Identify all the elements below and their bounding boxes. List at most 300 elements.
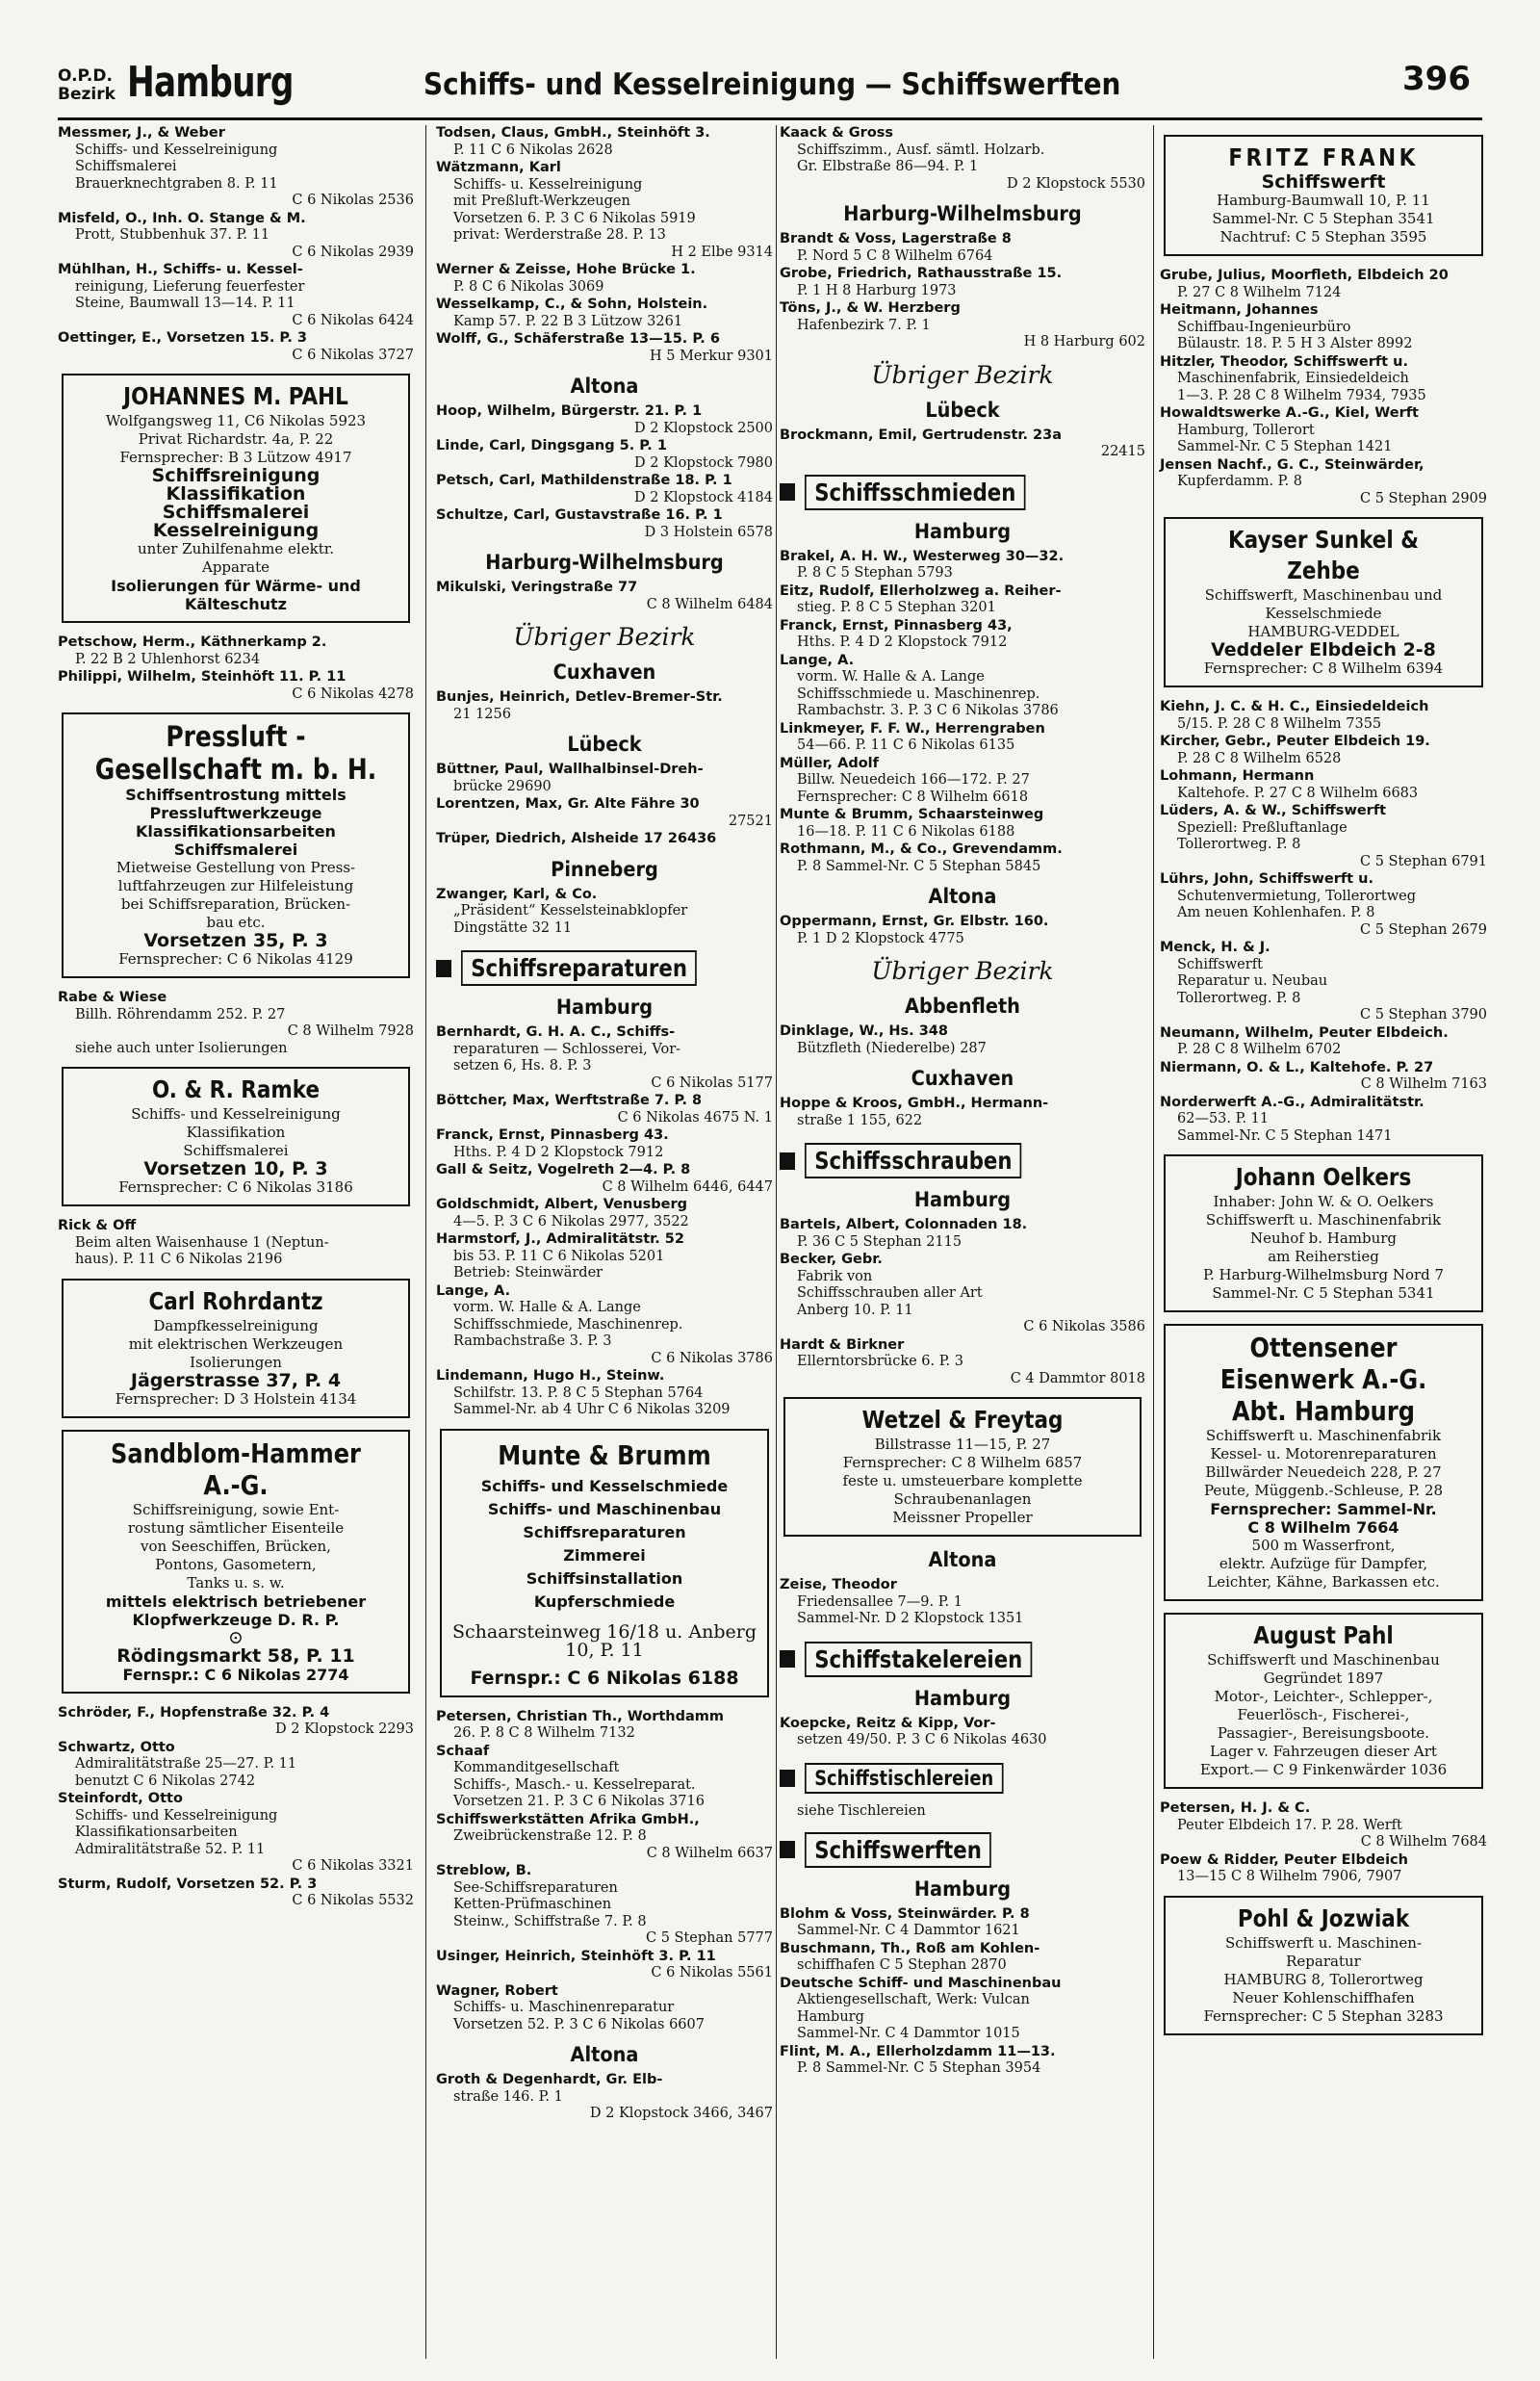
entry-name: Rick & Off [58,1218,137,1233]
ad-line: Reparatur [1286,1952,1361,1970]
directory-entry [780,1096,1145,1129]
directory-entry [1160,302,1487,353]
entry-line: C 8 Wilhelm 7684 [1360,1834,1487,1850]
ad-address: Vorsetzen 35, P. 3 [143,930,328,951]
directory-entry [436,796,773,830]
section-heading [780,1143,1145,1178]
ad-line: Pressluftwerkzeuge [149,804,322,822]
entry-line: Kaltehofe. P. 27 C 8 Wilhelm 6683 [1177,785,1419,801]
entry-name: Lorentzen, Max, Gr. Alte Fähre 30 [436,796,700,812]
ad-line: Schiffsreinigung [151,465,321,486]
ad-line: Fernsprecher: B 3 Lützow 4917 [119,449,352,466]
entry-line: Rambachstr. 3. P. 3 C 6 Nikolas 3786 [797,703,1059,718]
ad-line: Klopfwerkzeuge D. R. P. [132,1610,340,1629]
entry-line: Maschinenfabrik, Einsiedeldeich [1177,371,1409,386]
entry-name: Howaldtswerke A.-G., Kiel, Werft [1160,405,1419,421]
directory-entry [1160,734,1487,767]
ad-phone: Fernsprecher: D 3 Holstein 4134 [115,1389,357,1408]
entry-line: vorm. W. Halle & A. Lange [797,669,985,685]
entry-line: Schiffsschmiede u. Maschinenrep. [797,686,1040,702]
ad-address: Vorsetzen 10, P. 3 [143,1158,328,1179]
entry-name: Becker, Gebr. [780,1252,883,1267]
entry-name: Franck, Ernst, Pinnasberg 43. [436,1127,669,1143]
entry-name: Norderwerft A.-G., Admiralitätstr. [1160,1094,1424,1110]
opd-text: O.P.D. [58,66,113,86]
ad-line: Schiffsmalerei [173,841,298,859]
city-heading: Hamburg [913,1876,1012,1901]
entry-name: Munte & Brumm, Schaarsteinweg [780,807,1044,822]
ad-lines [1171,192,1476,246]
entry-line: Friedensallee 7—9. P. 1 [797,1593,962,1610]
entry-list [780,1906,1145,2078]
entry-line: P. 28 C 8 Wilhelm 6528 [1177,750,1342,766]
ad-line: Kessel- u. Motorenreparaturen [1210,1445,1437,1462]
directory-entry [436,762,773,795]
city-heading: Cuxhaven [911,1067,1014,1090]
entry-list [1160,268,1487,507]
entry-line: Bülaustr. 18. P. 5 H 3 Alster 8992 [1177,336,1413,351]
entry-list [780,231,1145,351]
entry-line: 54—66. P. 11 C 6 Nikolas 6135 [797,738,1015,753]
entry-name: Harmstorf, J., Admiralitätstr. 52 [436,1231,684,1247]
ad-line: Kesselreinigung [152,520,320,541]
entry-name: Brandt & Voss, Lagerstraße 8 [780,231,1012,246]
entry-list [780,1023,1145,1057]
entry-line: C 5 Stephan 5777 [646,1930,773,1946]
entry-name: Lohmann, Hermann [1160,768,1315,784]
square-bullet-icon [780,1650,795,1668]
entry-name: Grobe, Friedrich, Rathausstraße 15. [780,266,1063,281]
entry-line: vorm. W. Halle & A. Lange [453,1300,641,1315]
entry-line: Schutenvermietung, Tollerortweg [1177,888,1416,904]
directory-entry [436,1949,773,1982]
directory-entry [780,125,1145,193]
directory-entry [436,125,773,159]
entry-name: Schiffswerkstätten Afrika GmbH., [436,1811,700,1827]
ad-kayser-sunkel-zehbe [1164,517,1483,687]
ad-phone: Fernsprecher: C 6 Nikolas 3186 [118,1178,353,1196]
ad-line: unter Zuhilfenahme elektr. [137,540,335,557]
entry-line: 16—18. P. 11 C 6 Nikolas 6188 [797,823,1015,840]
directory-entry [436,331,773,365]
entry-line: Steinw., Schiffstraße 7. P. 8 [453,1913,647,1929]
entry-list [58,1705,414,1910]
ad-line: Fernsprecher: C 8 Wilhelm 6857 [842,1454,1083,1471]
entry-line: C 8 Wilhelm 7163 [1360,1076,1487,1092]
entry-list [780,427,1145,461]
section-heading [780,475,1145,510]
entry-list [436,125,773,365]
directory-entry [436,2072,773,2123]
ad-line: elektr. Aufzüge für Dampfer, [1219,1555,1428,1572]
entry-list [780,914,1145,947]
ad-title: Kayser Sunkel & Zehbe [1227,526,1419,584]
entry-line: 13—15 C 8 Wilhelm 7906, 7907 [1177,1869,1402,1884]
ad-line: feste u. umsteuerbare komplette [842,1472,1083,1489]
entry-name: Petsch, Carl, Mathildenstraße 18. P. 1 [436,473,732,488]
directory-entry [780,841,1145,875]
entry-name: Schröder, F., Hopfenstraße 32. P. 4 [58,1704,330,1721]
directory-entry [436,438,773,472]
ad-phone: Fernsprecher: C 6 Nikolas 4129 [118,950,353,968]
entry-line: Ellerntorsbrücke 6. P. 3 [797,1354,963,1369]
ad-line: Schiffswerft u. Maschinen- [1224,1933,1423,1952]
ad-line: Billstrasse 11—15, P. 27 [874,1436,1051,1453]
directory-entry [436,1197,773,1230]
entry-list [436,580,773,613]
ad-services [69,1592,402,1629]
directory-entry [436,403,773,437]
entry-line: Hafenbezirk 7. P. 1 [797,317,931,333]
entry-line: Hamburg [797,2008,864,2025]
entry-list [780,1096,1145,1129]
entry-list [436,689,773,723]
entry-line: P. 8 Sammel-Nr. C 5 Stephan 5845 [797,858,1041,874]
entry-line: Gr. Elbstraße 86—94. P. 1 [797,159,979,174]
ad-line: Dampfkesselreinigung [153,1316,319,1334]
ad-lines [69,1105,402,1160]
directory-entry [436,1283,773,1368]
ad-line: Kupferschmiede [533,1592,676,1611]
directory-entry [780,914,1145,947]
directory-entry [436,831,773,848]
entry-line: Rambachstraße 3. P. 3 [453,1333,612,1349]
city-heading: Harburg-Wilhelmsburg [485,551,724,574]
entry-name: Schaaf [436,1743,490,1759]
entry-name: Philippi, Wilhelm, Steinhöft 11. P. 11 [58,669,346,685]
ad-services [448,1475,761,1614]
entry-name: Hoppe & Kroos, GmbH., Hermann- [780,1096,1049,1111]
entry-line: schiffhafen C 5 Stephan 2870 [797,1957,1007,1973]
entry-line: D 2 Klopstock 4184 [634,489,773,505]
entry-line: P. 8 C 6 Nikolas 3069 [453,278,604,295]
city-heading: Altona [928,1548,997,1571]
entry-line: Zweibrückenstraße 12. P. 8 [453,1828,647,1844]
ad-line: Tanks u. s. w. [187,1573,285,1592]
column-3 [780,125,1145,2079]
ad-line: Klassifikation [186,1124,286,1141]
entry-name: Wagner, Robert [436,1982,558,1999]
entry-name: Linde, Carl, Dingsgang 5. P. 1 [436,438,667,453]
entry-line: P. 22 B 2 Uhlenhorst 6234 [75,651,261,667]
entry-line: Vorsetzen 52. P. 3 C 6 Nikolas 6607 [453,2016,705,2032]
entry-name: Koepcke, Reitz & Kipp, Vor- [780,1715,996,1731]
entry-name: Linkmeyer, F. F. W., Herrengraben [780,720,1045,737]
entry-name: Wätzmann, Karl [436,160,561,175]
entry-line: Fernsprecher: C 8 Wilhelm 6618 [797,789,1029,805]
entry-name: Buschmann, Th., Roß am Kohlen- [780,1940,1040,1956]
ad-phone: Fernspr.: C 6 Nikolas 6188 [470,1667,739,1689]
section-heading [780,1832,1145,1868]
directory-entry [1160,768,1487,802]
city-heading: Lübeck [925,398,1000,422]
directory-entry [1160,457,1487,508]
entry-line: benutzt C 6 Nikolas 2742 [75,1773,256,1789]
target-icon: ⊙ [228,1626,244,1648]
entry-name: Franck, Ernst, Pinnasberg 43, [780,617,1013,634]
ad-title: Wetzel & Freytag [861,1406,1064,1434]
section-title: Schiffswerften [805,1832,991,1868]
ad-line: Leichter, Kähne, Barkassen etc. [1207,1573,1440,1591]
entry-name: Zeise, Theodor [780,1577,897,1592]
bezirk-text: Bezirk [58,85,116,104]
entry-line: D 2 Klopstock 5530 [1007,175,1145,192]
directory-entry [1160,1060,1487,1094]
entry-list [58,990,414,1057]
ad-line: Mietweise Gestellung von Press- [116,859,356,876]
column-divider [425,125,426,2359]
entry-line: Schiffszimm., Ausf. sämtl. Holzarb. [797,142,1045,158]
entry-name: Sturm, Rudolf, Vorsetzen 52. P. 3 [58,1876,318,1892]
ad-title: Carl Rohrdantz [148,1286,323,1315]
directory-entry [58,330,414,364]
entry-line: C 6 Nikolas 3586 [1023,1319,1145,1334]
ad-fritz-frank [1164,135,1483,256]
ad-line: Feuerlösch-, Fischerei-, [1237,1706,1410,1723]
entry-line: P. 1 H 8 Harburg 1973 [797,282,957,298]
region-heading: Übriger Bezirk [871,360,1054,389]
entry-line: 5/15. P. 28 C 8 Wilhelm 7355 [1177,715,1382,732]
ad-line: Schiffswerft, Maschinenbau und [1204,586,1443,604]
ad-title: Ottensener Eisenwerk A.-G. Abt. Hamburg [1219,1332,1427,1427]
ad-services [69,467,402,540]
entry-line: Schiffsschrauben aller Art [797,1285,983,1301]
entry-name: Kiehn, J. C. & H. C., Einsiedeldeich [1160,699,1429,714]
directory-entry [58,1791,414,1876]
ad-phone: Fernspr.: C 6 Nikolas 2774 [122,1665,349,1684]
directory-entry [1160,354,1487,405]
entry-line: reinigung, Lieferung feuerfester [75,278,305,295]
ad-ottensener-eisenwerk [1164,1324,1483,1601]
entry-name: Brockmann, Emil, Gertrudenstr. 23a [780,427,1063,443]
entry-name: Messmer, J., & Weber [58,125,225,141]
entry-line: Admiralitätstraße 52. P. 11 [75,1841,266,1857]
ad-line: Klassifikationsarbeiten [136,822,336,841]
ad-line: bei Schiffsreparation, Brücken- [120,895,351,913]
directory-entry [1160,268,1487,301]
ad-line: HAMBURG 8, Tollerortweg [1223,1970,1424,1988]
directory-entry [1160,803,1487,870]
entry-name: Schultze, Carl, Gustavstraße 16. P. 1 [436,507,723,523]
region-heading: Übriger Bezirk [513,623,696,651]
ad-line: Lager v. Fahrzeugen dieser Art [1210,1743,1437,1760]
ad-line: Hamburg-Baumwall 10, P. 11 [1217,192,1430,209]
city-heading: Altona [928,885,997,908]
entry-line: Schiffs- u. Maschinenreparatur [453,2000,675,2015]
entry-line: C 6 Nikolas 2939 [292,244,414,260]
directory-entry [58,669,414,703]
entry-line: P. 28 C 8 Wilhelm 6702 [1177,1042,1342,1057]
entry-line: Vorsetzen 21. P. 3 C 6 Nikolas 3716 [453,1794,705,1809]
ad-line: Neuhof b. Hamburg [1249,1229,1398,1247]
entry-name: Bernhardt, G. H. A. C., Schiffs- [436,1024,676,1040]
ad-line: Schiffswerft u. Maschinenfabrik [1205,1211,1442,1229]
ad-address: Veddeler Elbdeich 2-8 [1211,639,1436,660]
entry-list [1160,1800,1487,1886]
entry-name: Lührs, John, Schiffswerft u. [1160,871,1373,887]
entry-name: Wolff, G., Schäferstraße 13—15. P. 6 [436,331,720,347]
entry-line: Betrieb: Steinwärder [453,1265,603,1281]
directory-entry [1160,871,1487,939]
ad-line: Wolfgangsweg 11, C6 Nikolas 5923 [105,412,367,429]
entry-name: Eitz, Rudolf, Ellerholzweg a. Reiher- [780,582,1062,599]
entry-list [436,1024,773,1419]
ad-line: Schiffs- und Kesselschmiede [480,1476,729,1495]
city-heading: Hamburg [913,1188,1012,1211]
entry-name: Groth & Degenhardt, Gr. Elb- [436,2072,663,2087]
entry-list [780,1577,1145,1628]
directory-entry [436,580,773,613]
directory-entry [436,1162,773,1196]
entry-line: C 8 Wilhelm 6484 [646,596,773,612]
entry-list [780,1716,1145,1749]
directory-entry [780,1023,1145,1057]
entry-line: Hamburg, Tollerort [1177,422,1315,438]
entry-list [58,1218,414,1269]
entry-line: Steine, Baumwall 13—14. P. 11 [75,296,295,311]
entry-name: Menck, H. & J. [1160,940,1270,955]
entry-line: Beim alten Waisenhause 1 (Neptun- [75,1234,329,1251]
ad-line: Motor-, Leichter-, Schlepper-, [1214,1688,1433,1705]
ad-line: 500 m Wasserfront, [1251,1537,1396,1554]
district-label [58,67,116,104]
entry-line: 22415 [1100,444,1145,459]
ad-line: Schiffsinstallation [526,1568,683,1588]
entry-name: Zwanger, Karl, & Co. [436,886,598,902]
entry-line: P. 1 D 2 Klopstock 4775 [797,930,964,946]
directory-entry [1160,1025,1487,1059]
entry-line: Schiffs-, Masch.- u. Kesselreparat. [453,1776,696,1793]
entry-line: Billw. Neuedeich 166—172. P. 27 [797,772,1030,788]
entry-name: Lange, A. [780,652,855,668]
entry-name: Heitmann, Johannes [1160,302,1319,318]
entry-name: Rothmann, M., & Co., Grevendamm. [780,841,1063,857]
entry-name: Bunjes, Heinrich, Detlev-Bremer-Str. [436,689,723,705]
entry-name: Hardt & Birkner [780,1336,905,1353]
ad-line: rostung sämtlicher Eisenteile [127,1518,345,1537]
entry-line: P. 36 C 5 Stephan 2115 [797,1233,962,1250]
ad-line: Isolierungen [190,1353,282,1371]
entry-name: Trüper, Diedrich, Alsheide 17 26436 [436,831,717,846]
entry-name: Steinfordt, Otto [58,1791,183,1806]
entry-line: Tollerortweg. P. 8 [1177,990,1301,1006]
entry-line: Schiffs- und Kesselreinigung [75,1807,278,1824]
entry-name: Oppermann, Ernst, Gr. Elbstr. 160. [780,914,1049,929]
directory-entry [780,2044,1145,2078]
entry-line: C 6 Nikolas 4675 N. 1 [617,1109,773,1126]
ad-line: am Reiherstieg [1268,1248,1379,1265]
entry-name: Schwartz, Otto [58,1739,175,1755]
ad-title: FRITZ FRANK [1228,143,1419,171]
entry-line: bis 53. P. 11 C 6 Nikolas 5201 [453,1248,665,1264]
ad-sandblom [62,1430,410,1694]
directory-entry [436,1024,773,1092]
ad-line: Schiffsentrostung mittels [125,786,346,804]
entry-name: Kircher, Gebr., Peuter Elbdeich 19. [1160,734,1430,749]
section-title: Schiffsreparaturen [461,950,697,986]
ad-title: Sandblom-Hammer A.-G. [111,1436,361,1501]
entry-line: P. 11 C 6 Nikolas 2628 [453,142,613,158]
entry-line: C 5 Stephan 6791 [1360,853,1487,869]
ad-line: Schiffsmalerei [183,1142,289,1159]
ad-pohl-jozwiak [1164,1896,1483,2035]
directory-entry [780,427,1145,461]
directory-entry [436,1709,773,1743]
entry-list [780,125,1145,193]
entry-name: Niermann, O. & L., Kaltehofe. P. 27 [1160,1059,1434,1075]
directory-entry [436,507,773,541]
entry-line: C 6 Nikolas 3727 [292,347,414,363]
entry-line: C 8 Wilhelm 6446, 6447 [602,1178,773,1195]
directory-entry [436,1863,773,1948]
entry-list [436,762,773,848]
entry-line: Kamp 57. P. 22 B 3 Lützow 3261 [453,313,683,329]
directory-entry [436,160,773,261]
entry-name: Büttner, Paul, Wallhalbinsel-Dreh- [436,762,704,777]
directory-entry [58,1740,414,1791]
directory-entry [58,1218,414,1269]
entry-line: P. 8 C 5 Stephan 5793 [797,565,953,581]
ad-title: August Pahl [1253,1621,1394,1649]
directory-entry [780,549,1145,582]
entry-name: Poew & Ridder, Peuter Elbdeich [1160,1851,1408,1868]
entry-line: Kupferdamm. P. 8 [1177,474,1302,489]
entry-line: C 6 Nikolas 3786 [651,1350,773,1366]
entry-line: 27521 [728,813,773,829]
entry-line: C 6 Nikolas 4278 [292,686,414,702]
entry-line: Sammel-Nr. C 5 Stephan 1471 [1177,1127,1393,1144]
entry-line: C 6 Nikolas 5177 [651,1074,773,1091]
entry-line: Brauerknechtgraben 8. P. 11 [75,175,278,192]
entry-line: straße 1 155, 622 [797,1112,923,1128]
ad-line: Inhaber: John W. & O. Oelkers [1213,1193,1434,1210]
entry-name: Lindemann, Hugo H., Steinw. [436,1368,665,1384]
entry-line: Schiffbau-Ingenieurbüro [1177,319,1351,335]
ad-line: Nachtruf: C 5 Stephan 3595 [1219,228,1427,246]
square-bullet-icon [436,960,451,977]
directory-entry [58,634,414,668]
entry-line: H 8 Harburg 602 [1023,334,1145,349]
ad-lines [69,1501,402,1592]
directory-entry [780,756,1145,807]
entry-list [780,1217,1145,1387]
entry-line: Fabrik von [797,1268,873,1284]
ad-tail [1171,1537,1476,1592]
ad-title: O. & R. Ramke [151,1075,321,1103]
entry-name: Misfeld, O., Inh. O. Stange & M. [58,210,306,226]
entry-line: reparaturen — Schlosserei, Vor- [453,1041,681,1057]
directory-entry [58,211,414,262]
entry-name: Böttcher, Max, Werftstraße 7. P. 8 [436,1093,703,1108]
directory-entry [780,1716,1145,1749]
entry-line: Aktiengesellschaft, Werk: Vulcan [797,1992,1030,2007]
entry-line: Schiffsschmiede, Maschinenrep. [453,1316,683,1333]
entry-name: Lüders, A. & W., Schiffswerft [1160,803,1387,818]
entry-line: D 2 Klopstock 3466, 3467 [589,2106,773,2121]
entry-line: C 4 Dammtor 8018 [1010,1370,1145,1386]
ad-lines [69,412,402,467]
entry-name: Lange, A. [436,1282,511,1299]
directory-entry [780,1976,1145,2043]
ad-line: Schiffswerft und Maschinenbau [1207,1651,1440,1669]
ad-line: Privat Richardstr. 4a, P. 22 [138,430,334,448]
entry-line: Prott, Stubbenhuk 37. P. 11 [75,227,270,243]
section-title: Schiffstischlereien [805,1763,1003,1794]
square-bullet-icon [780,1770,795,1787]
directory-entry [1160,1800,1487,1851]
entry-list [58,125,414,364]
ad-address: Schaarsteinweg 16/18 u. Anberg 10, P. 11 [451,1620,757,1661]
